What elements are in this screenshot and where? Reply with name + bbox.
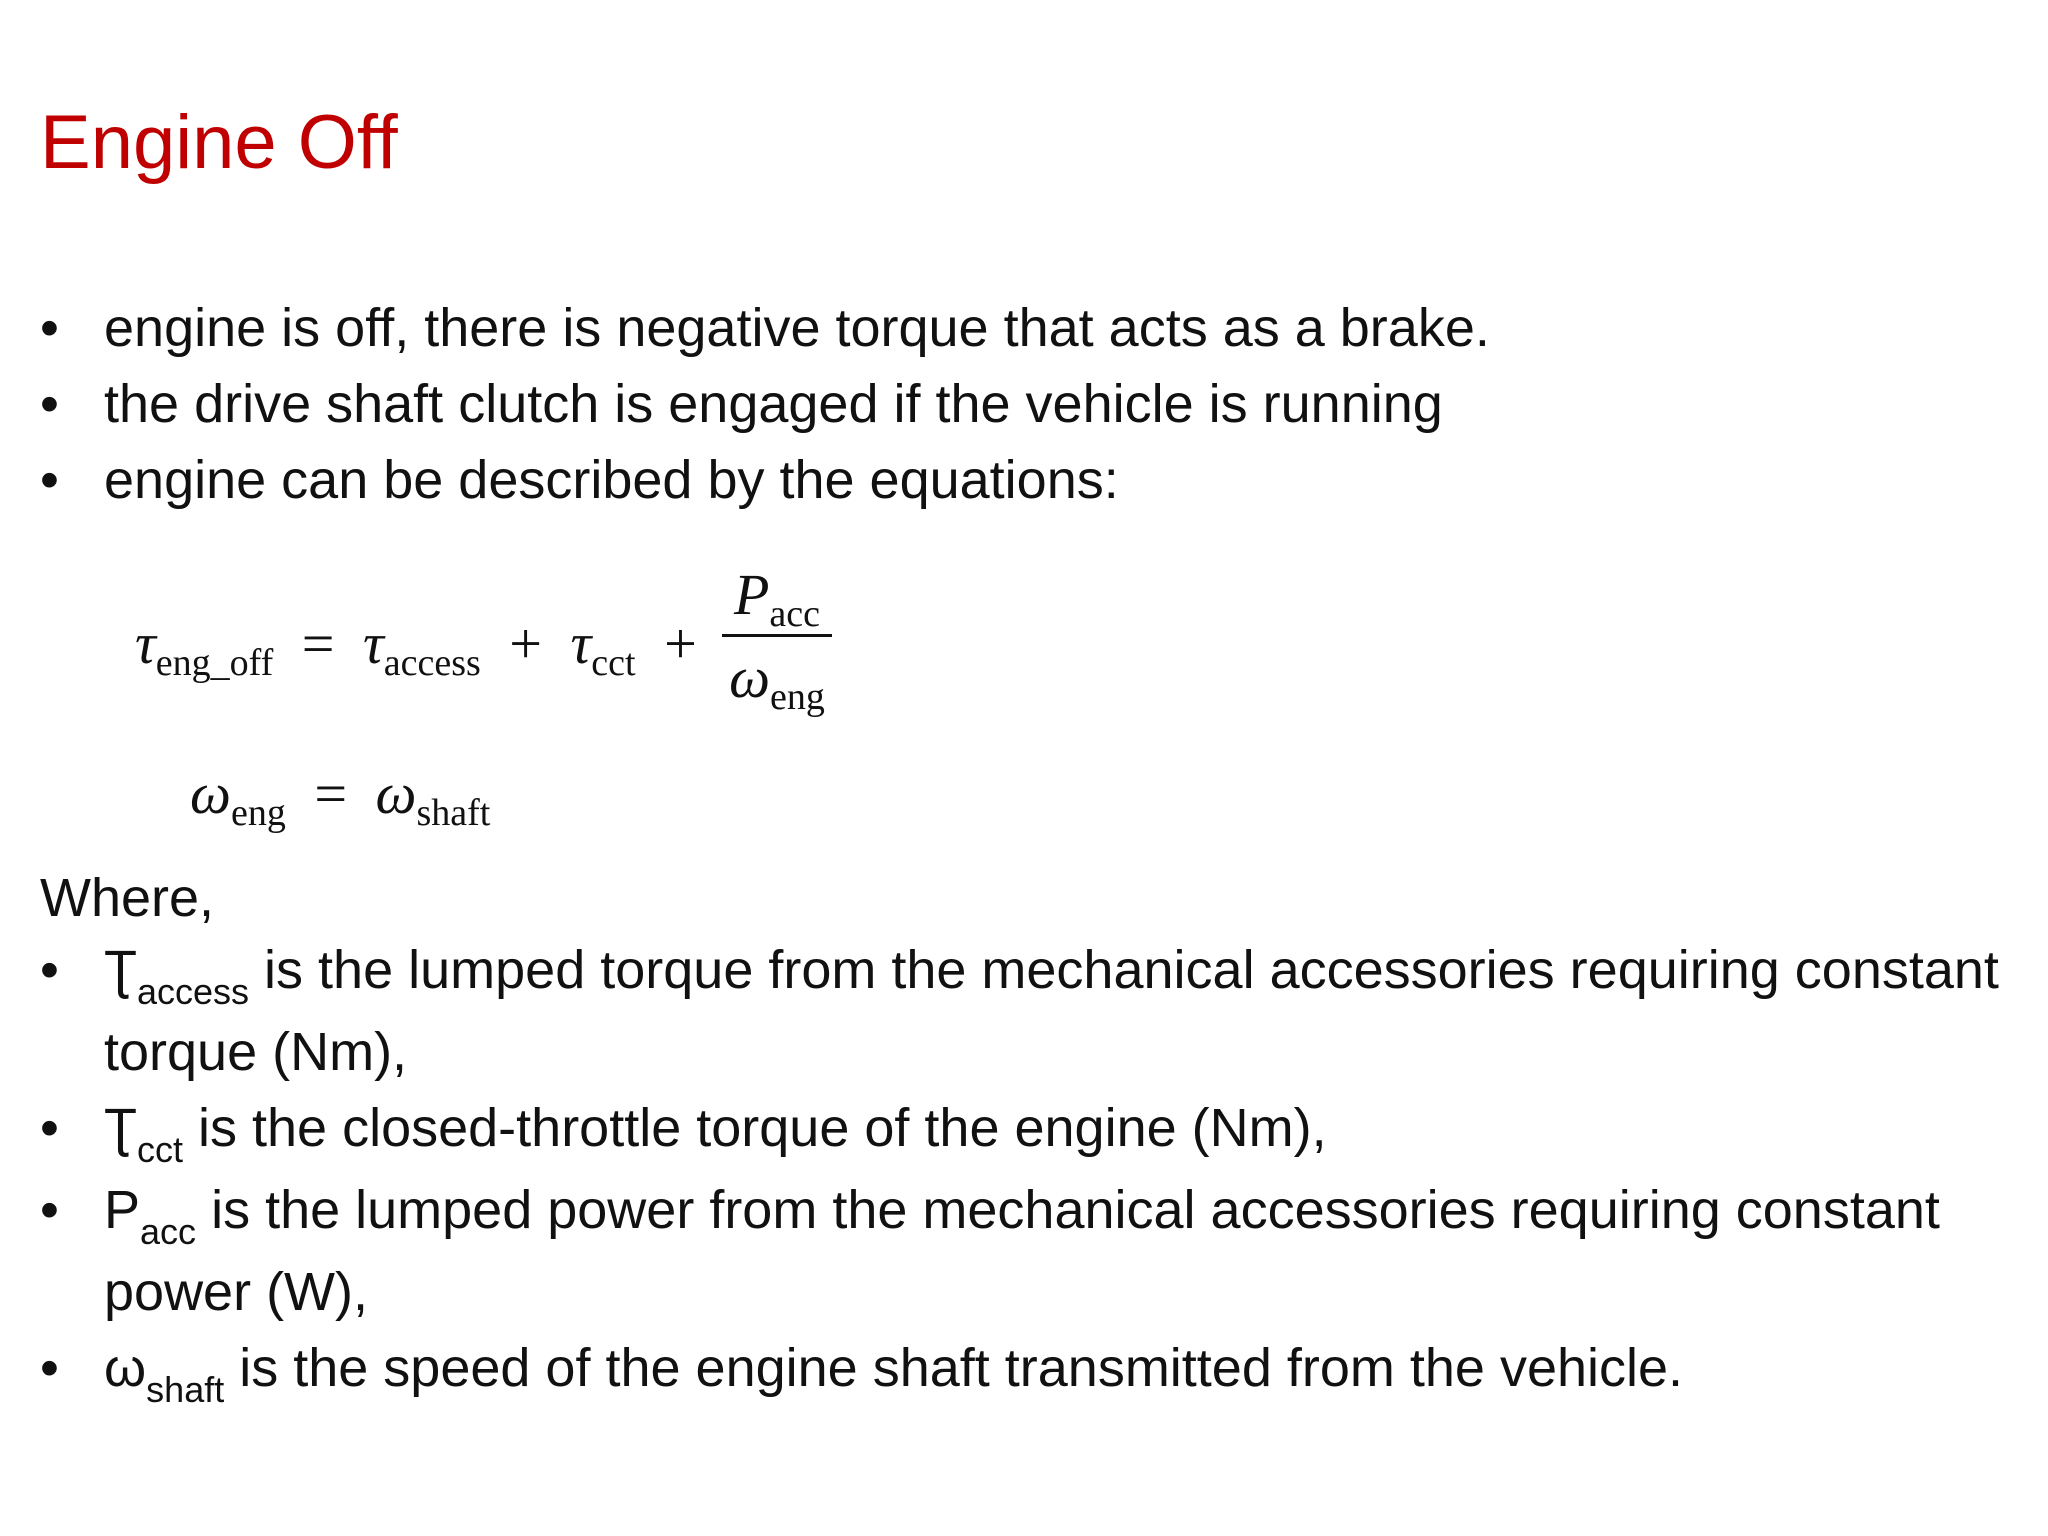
- intro-bullet-text: engine can be described by the equations:: [104, 450, 1119, 510]
- bullet-glyph: •: [40, 298, 59, 358]
- eq1-t2-sub: cct: [591, 642, 636, 684]
- definition-subscript: acc: [140, 1211, 197, 1252]
- eq1-plus-2: +: [664, 611, 697, 676]
- definition-text: is the speed of the engine shaft transmitted from the vehicle.: [224, 1338, 1684, 1398]
- eq1-t1-symbol: τ: [362, 611, 384, 676]
- frac-den-symbol: ω: [729, 645, 771, 710]
- definition-symbol: ω: [104, 1338, 147, 1398]
- eq1-t1-sub: access: [383, 642, 481, 684]
- intro-bullet-text: engine is off, there is negative torque that acts as a brake.: [104, 298, 1490, 358]
- eq1-lhs-sub: eng_off: [155, 642, 274, 684]
- definition-text: is the lumped torque from the mechanical accessories requiring constant torque (Nm),: [104, 940, 1999, 1082]
- intro-bullet: [40, 290, 2000, 366]
- bullet-glyph: •: [40, 1098, 59, 1158]
- where-label: Where,: [40, 868, 215, 928]
- fraction-denominator: [722, 643, 832, 718]
- eq1-t2-symbol: τ: [570, 611, 592, 676]
- intro-bullet-list: [40, 290, 2000, 518]
- eq2-rhs-sub: shaft: [416, 792, 491, 834]
- eq2-rhs-symbol: ω: [375, 761, 417, 826]
- equation-engine-off-torque: [135, 610, 711, 684]
- definition-bullet: [40, 1330, 2000, 1412]
- equation-engine-speed: [190, 760, 491, 834]
- frac-num-symbol: P: [733, 562, 770, 627]
- definition-text: is the lumped power from the mechanical accessories requiring constant power (W),: [104, 1180, 1940, 1322]
- definition-subscript: shaft: [146, 1369, 225, 1410]
- frac-num-sub: acc: [769, 593, 821, 635]
- bullet-glyph: •: [40, 374, 59, 434]
- definition-symbol: P: [104, 1180, 141, 1240]
- definition-bullet-list: [40, 932, 2000, 1412]
- definition-subscript: access: [137, 971, 250, 1012]
- definition-symbol: Ʈ: [104, 1098, 137, 1158]
- eq2-lhs-sub: eng: [230, 792, 286, 834]
- intro-bullet: [40, 442, 2000, 518]
- frac-den-sub: eng: [770, 676, 825, 718]
- fraction-numerator: [722, 560, 832, 635]
- bullet-glyph: •: [40, 450, 59, 510]
- bullet-glyph: •: [40, 1338, 59, 1398]
- eq2-equals: =: [314, 761, 348, 826]
- intro-bullet-text: the drive shaft clutch is engaged if the vehicle is running: [104, 374, 1443, 434]
- eq1-plus-1: +: [509, 611, 543, 676]
- eq1-equals: =: [301, 611, 335, 676]
- definition-bullet: [40, 1090, 2000, 1172]
- eq1-lhs-symbol: τ: [135, 611, 156, 676]
- intro-bullet: [40, 366, 2000, 442]
- eq2-lhs-symbol: ω: [190, 761, 231, 826]
- bullet-glyph: •: [40, 1180, 59, 1240]
- definition-text: is the closed-throttle torque of the engine (Nm),: [183, 1098, 1327, 1158]
- definition-subscript: cct: [137, 1129, 184, 1170]
- definition-bullet: [40, 1172, 2000, 1330]
- definition-symbol: Ʈ: [104, 940, 137, 1000]
- definition-bullet: [40, 932, 2000, 1090]
- equation-fraction: [722, 560, 832, 718]
- bullet-glyph: •: [40, 940, 59, 1000]
- slide-title: Engine Off: [40, 100, 398, 185]
